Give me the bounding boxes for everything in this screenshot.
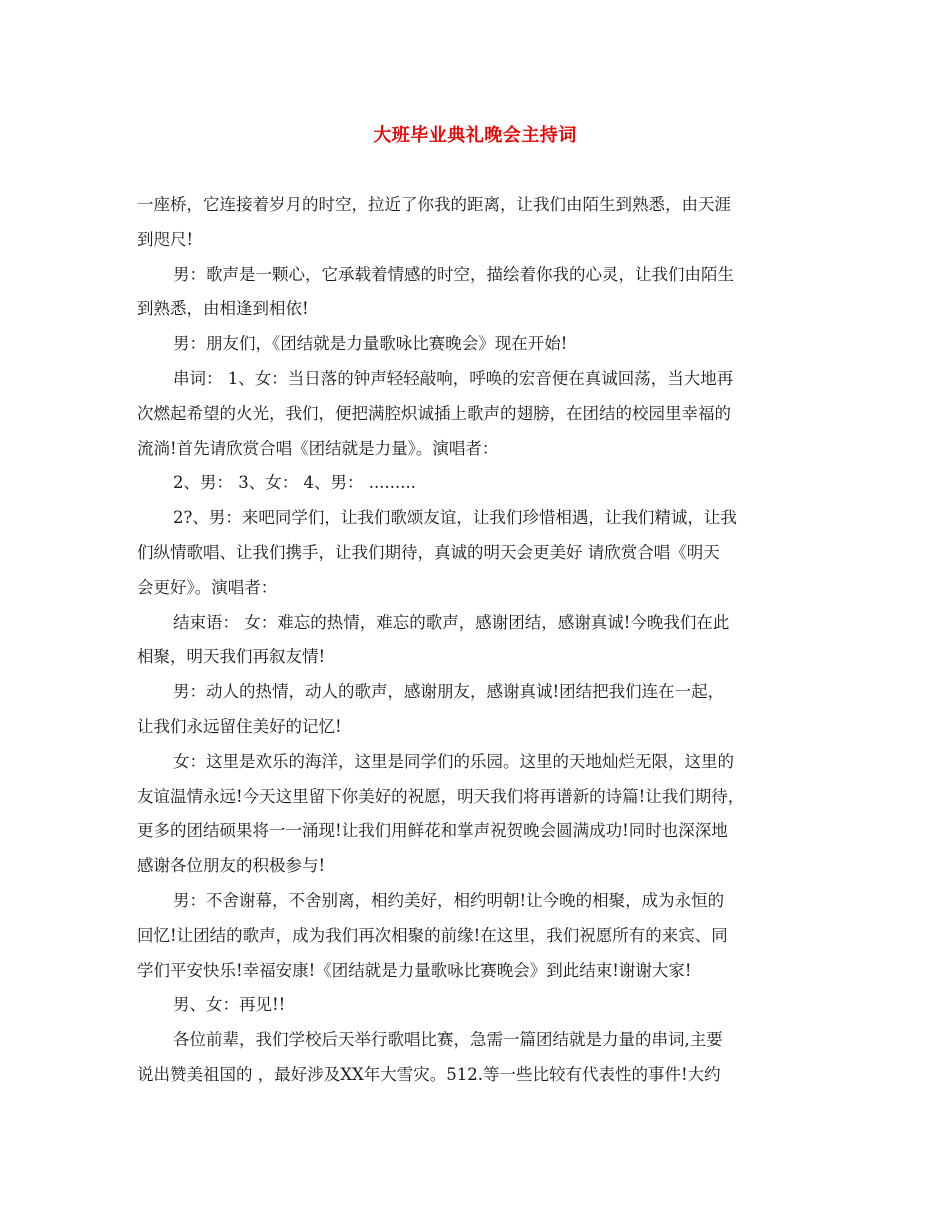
text-line: 说出赞美祖国的 ，最好涉及XX年大雪灾。512.等一些比较有代表性的事件!大约 — [137, 1064, 721, 1084]
text-line: 友谊温情永远!今天这里留下你美好的祝愿，明天我们将再谱新的诗篇!让我们期待， — [137, 786, 745, 806]
document-body — [137, 188, 817, 1093]
text-line: 会更好》。演唱者： — [137, 577, 278, 597]
text-line: 男：歌声是一颗心，它承载着情感的时空，描绘着你我的心灵，让我们由陌生 — [173, 264, 734, 284]
text-line: 们纵情歌唱、让我们携手，让我们期待，真诚的明天会更美好 请欣赏合唱《明天 — [137, 542, 720, 562]
text-line: 学们平安快乐!幸福安康!《团结就是力量歌咏比赛晚会》到此结束!谢谢大家! — [137, 960, 692, 980]
text-line: 串词： 1、女：当日落的钟声轻轻敲响，呼唤的宏音便在真诚回荡，当大地再 — [173, 368, 734, 388]
text-line: 一座桥，它连接着岁月的时空，拉近了你我的距离，让我们由陌生到熟悉，由天涯 — [137, 195, 731, 214]
text-line: 男：不舍谢幕，不舍别离，相约美好，相约明朝!让今晚的相聚，成为永恒的 — [173, 890, 725, 910]
text-line: 结束语： 女：难忘的热情，难忘的歌声，感谢团结，感谢真诚!今晚我们在此 — [173, 612, 730, 632]
text-line: 男：朋友们，《团结就是力量歌咏比赛晚会》现在开始! — [173, 334, 568, 354]
text-line: 男、女：再见!! — [173, 995, 286, 1015]
page-title: 大班毕业典礼晚会主持词 — [373, 125, 577, 146]
text-line: 次燃起希望的火光，我们，便把满腔炽诚插上歌声的翅膀，在团结的校园里幸福的 — [137, 403, 731, 423]
text-line: 更多的团结硕果将一一涌现!让我们用鲜花和掌声祝贺晚会圆满成功!同时也深深地 — [137, 821, 728, 841]
text-line: 到咫尺! — [137, 229, 194, 249]
text-line: 相聚，明天我们再叙友情! — [137, 647, 326, 667]
text-line: 男：动人的热情，动人的歌声，感谢朋友，感谢真诚!团结把我们连在一起， — [173, 682, 725, 702]
text-line: 女：这里是欢乐的海洋，这里是同学们的乐园。这里的天地灿烂无限，这里的 — [173, 751, 734, 771]
text-line: 回忆!让团结的歌声，成为我们再次相聚的前缘!在这里，我们祝愿所有的来宾、同 — [137, 925, 728, 945]
text-line: 各位前辈，我们学校后天举行歌唱比赛，急需一篇团结就是力量的串词,主要 — [173, 1030, 723, 1050]
text-line: 流淌!首先请欣赏合唱《团结就是力量》。演唱者： — [137, 438, 499, 458]
text-line: 感谢各位朋友的积极参与! — [137, 856, 326, 876]
text-line: 到熟悉，由相逢到相依! — [137, 299, 309, 319]
text-line: 2?、男：来吧同学们，让我们歌颂友谊，让我们珍惜相遇，让我们精诚，让我 — [173, 508, 737, 528]
text-line: 让我们永远留住美好的记忆! — [137, 716, 342, 736]
text-line: 2、男： 3、女： 4、男： ......... — [173, 473, 416, 493]
